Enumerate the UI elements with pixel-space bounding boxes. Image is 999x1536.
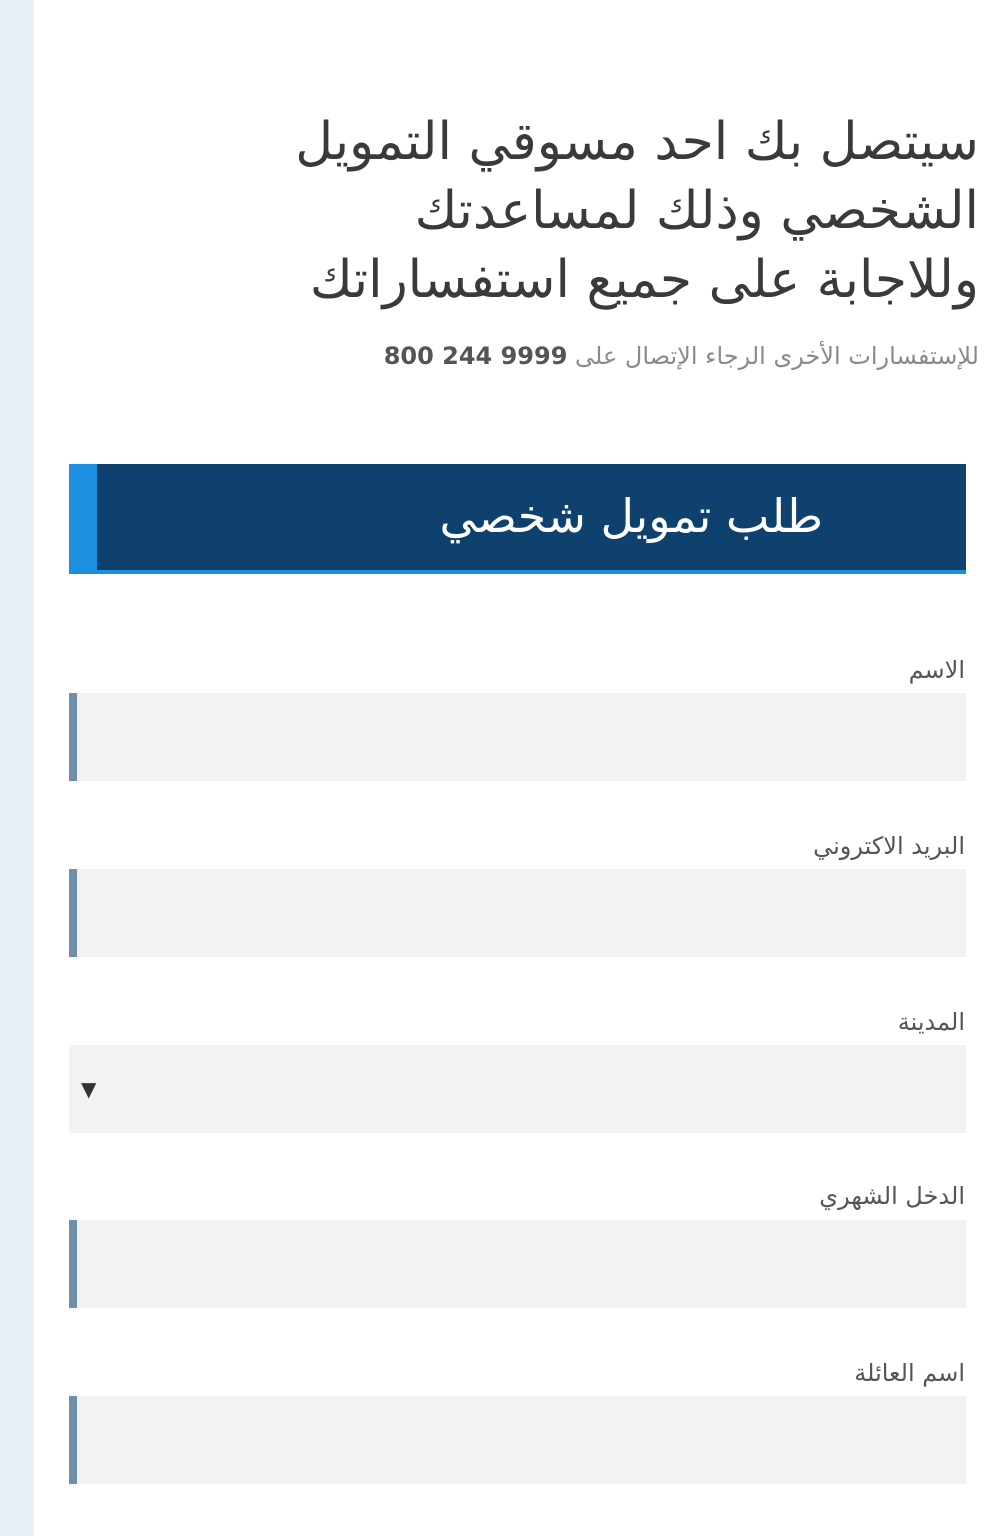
chevron-down-icon: ▼ xyxy=(81,1077,97,1101)
city-select[interactable] xyxy=(69,1045,966,1133)
email-input[interactable] xyxy=(69,869,966,957)
monthly-income-label: الدخل الشهري xyxy=(819,1182,965,1210)
headline-line-3: وللاجابة على جميع استفساراتك xyxy=(309,250,979,310)
name-input[interactable] xyxy=(69,693,966,781)
contact-line xyxy=(384,336,979,376)
city-label: المدينة xyxy=(897,1008,965,1036)
left-rail xyxy=(0,0,34,1536)
contact-text: للإستفسارات الأخرى الرجاء الإتصال على xyxy=(575,342,979,370)
monthly-income-input[interactable] xyxy=(69,1220,966,1308)
contact-phone-link[interactable]: 800 244 9999 xyxy=(383,342,568,370)
headline-line-1: سيتصل بك احد مسوقي التمويل xyxy=(295,112,979,172)
headline xyxy=(239,108,979,315)
family-name-input[interactable] xyxy=(69,1396,966,1484)
form-header-banner xyxy=(69,464,966,574)
family-name-label: اسم العائلة xyxy=(854,1359,965,1387)
headline-line-2: الشخصي وذلك لمساعدتك xyxy=(414,181,979,241)
content-area xyxy=(34,0,999,1536)
name-label: الاسم xyxy=(908,656,965,684)
form-title: طلب تمويل شخصي xyxy=(439,489,823,543)
banner-accent-bar xyxy=(69,464,97,570)
email-label: البريد الاكتروني xyxy=(813,832,965,860)
